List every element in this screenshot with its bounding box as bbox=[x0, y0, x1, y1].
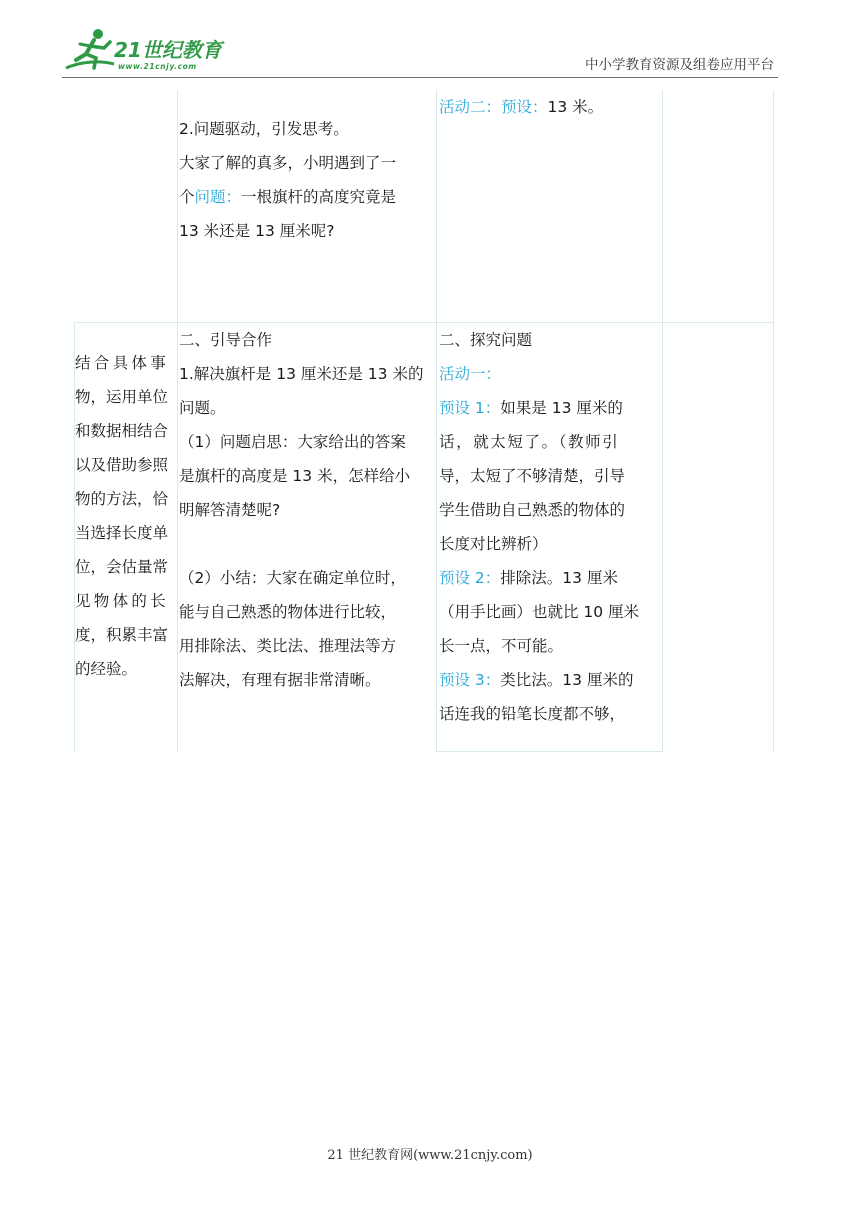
objective-line: 当选择长度单 bbox=[75, 524, 169, 542]
guide-line: （1）问题启思：大家给出的答案 bbox=[179, 433, 406, 451]
objective-line: 物的方法，恰 bbox=[75, 490, 169, 508]
row1-col2-question-end: 13 米还是 13 厘米呢? bbox=[179, 222, 335, 240]
header-divider bbox=[62, 77, 778, 78]
preset2-line: （用手比画）也就比 10 厘米 bbox=[439, 603, 640, 621]
preset2-line: 长一点，不可能。 bbox=[439, 637, 564, 655]
logo-url: www.21cnjy.com bbox=[118, 62, 197, 71]
preset1-line: 导，太短了不够清楚，引导 bbox=[439, 467, 626, 485]
preset2-line: 预设 2：排除法。13 厘米 bbox=[439, 569, 618, 587]
objective-line: 度，积累丰富 bbox=[75, 626, 169, 644]
preset1-line: 话，就太短了。（教师引 bbox=[439, 433, 620, 451]
objective-line: 的经验。 bbox=[75, 660, 138, 678]
objective-cell bbox=[75, 346, 177, 686]
row1-col2-question: 个问题：一根旗杆的高度究竟是 bbox=[179, 188, 397, 206]
guide-line: 问题。 bbox=[179, 399, 226, 417]
objective-line: 结合具体事 bbox=[75, 354, 170, 372]
guide-line: （2）小结：大家在确定单位时， bbox=[179, 569, 406, 587]
lesson-table bbox=[74, 90, 774, 752]
drive-question-heading: 2.问题驱动，引发思考。 bbox=[179, 120, 349, 138]
logo-text: 21世纪教育 bbox=[114, 38, 222, 62]
preset1-line: 预设 1：如果是 13 厘米的 bbox=[439, 399, 623, 417]
table-divider-col1 bbox=[177, 90, 178, 752]
table-divider-col3 bbox=[662, 90, 663, 752]
row1-col2-text: 大家了解的真多，小明遇到了一 bbox=[179, 154, 397, 172]
guide-heading: 二、引导合作 bbox=[179, 331, 273, 349]
guide-line: 明解答清楚呢? bbox=[179, 501, 281, 519]
preset1-label: 预设 1： bbox=[439, 399, 501, 417]
explore-heading: 二、探究问题 bbox=[439, 331, 533, 349]
table-border-right bbox=[773, 90, 774, 752]
page-footer: 21 世纪教育网(www.21cnjy.com) bbox=[327, 1148, 533, 1163]
guide-line: 1.解决旗杆是 13 厘米还是 13 米的 bbox=[179, 365, 424, 383]
preset1-line: 长度对比辨析） bbox=[439, 535, 548, 553]
preset3-line: 话连我的铅笔长度都不够， bbox=[439, 705, 626, 723]
guide-line: 用排除法、类比法、推理法等方 bbox=[179, 637, 397, 655]
activity2-preset: 活动二：预设：13 米。 bbox=[439, 98, 604, 116]
preset2-label: 预设 2： bbox=[439, 569, 501, 587]
objective-line: 物，运用单位 bbox=[75, 388, 169, 406]
row1-col3-cell bbox=[439, 90, 661, 124]
guide-line: 是旗杆的高度是 13 米，怎样给小 bbox=[179, 467, 411, 485]
page-header bbox=[0, 0, 860, 90]
objective-line: 和数据相结合 bbox=[75, 422, 169, 440]
guide-spacer bbox=[179, 527, 435, 561]
objective-line: 以及借助参照 bbox=[75, 456, 169, 474]
preset3-label: 预设 3： bbox=[439, 671, 501, 689]
guide-line: 法解决，有理有据非常清晰。 bbox=[179, 671, 381, 689]
activity2-label: 活动二：预设： bbox=[439, 98, 548, 116]
objective-line: 位，会估量常 bbox=[75, 558, 169, 576]
activity1-label: 活动一： bbox=[439, 365, 502, 383]
preset1-line: 学生借助自己熟悉的物体的 bbox=[439, 501, 626, 519]
guide-line: 能与自己熟悉的物体进行比较， bbox=[179, 603, 397, 621]
table-bottom-segment bbox=[436, 751, 663, 752]
guide-cell bbox=[179, 323, 435, 697]
platform-title: 中小学教育资源及组卷应用平台 bbox=[585, 57, 774, 73]
question-label: 问题： bbox=[194, 188, 242, 206]
row1-col2-cell bbox=[179, 112, 435, 248]
objective-line: 见物体的长 bbox=[75, 592, 170, 610]
table-divider-col2 bbox=[436, 90, 437, 752]
explore-cell bbox=[439, 323, 661, 731]
preset3-line: 预设 3：类比法。13 厘米的 bbox=[439, 671, 634, 689]
